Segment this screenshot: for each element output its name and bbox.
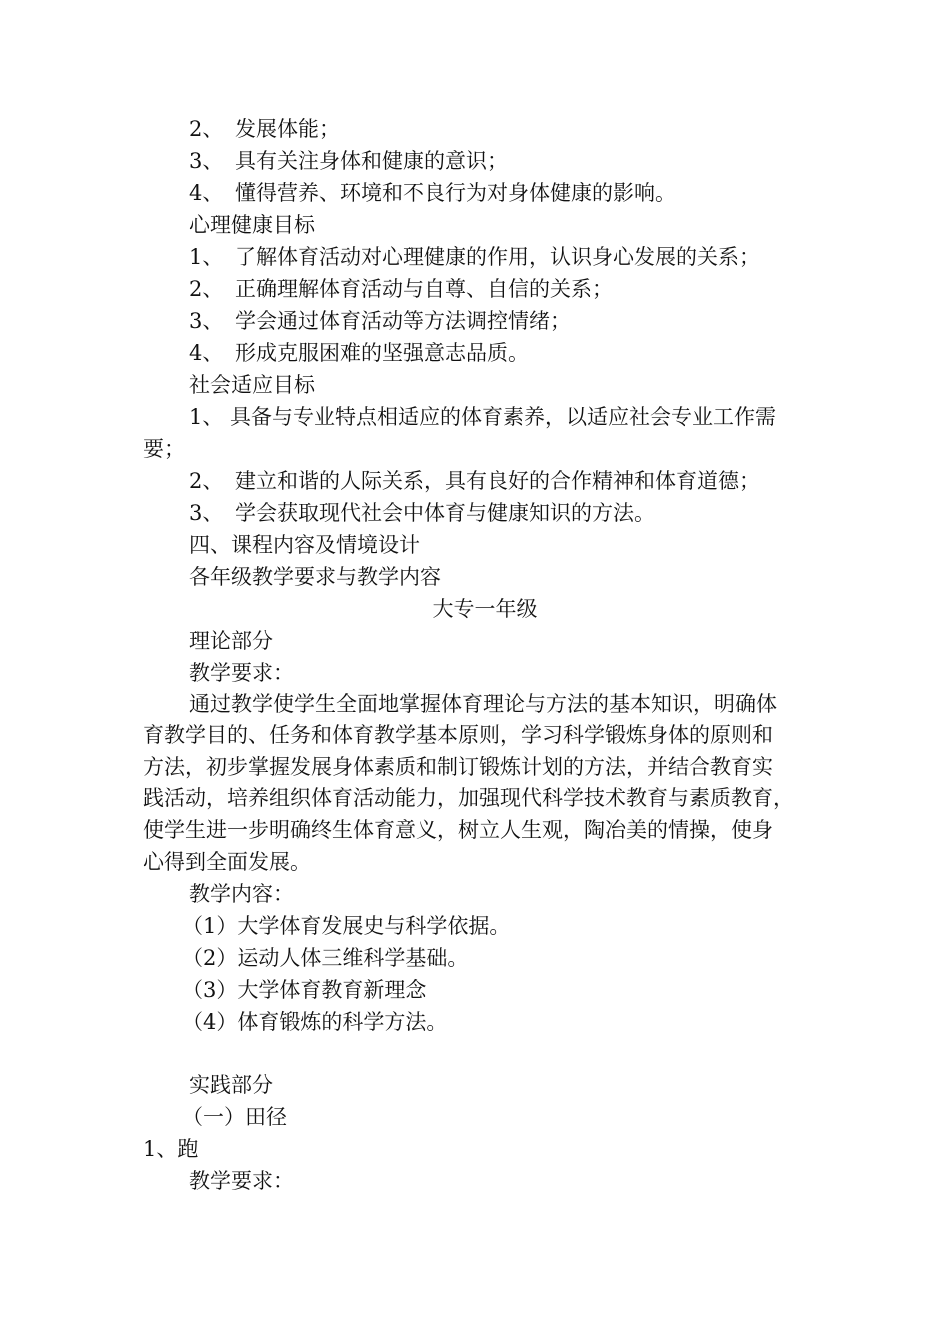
theory-paragraph-line-3: 方法，初步掌握发展身体素质和制订锻炼计划的方法，并结合教育实 [143, 755, 773, 779]
mental-item-4: 4、 形成克服困难的坚强意志品质。 [189, 341, 529, 365]
teaching-requirements-label-2: 教学要求： [189, 1169, 294, 1193]
theory-heading: 理论部分 [189, 629, 273, 653]
social-item-3: 3、 学会获取现代社会中体育与健康知识的方法。 [189, 501, 655, 525]
content-item-2: （2）运动人体三维科学基础。 [182, 946, 469, 970]
physical-item-4: 4、 懂得营养、环境和不良行为对身体健康的影响。 [189, 181, 676, 205]
theory-paragraph-line-1: 通过教学使学生全面地掌握体育理论与方法的基本知识，明确体 [189, 692, 777, 716]
mental-item-3: 3、 学会通过体育活动等方法调控情绪； [189, 309, 571, 333]
content-item-1: （1）大学体育发展史与科学依据。 [182, 914, 511, 938]
teaching-requirements-label: 教学要求： [189, 661, 294, 685]
track-and-field-heading: （一）田径 [182, 1105, 287, 1129]
practice-heading: 实践部分 [189, 1073, 273, 1097]
running-heading: 1、跑 [143, 1137, 199, 1161]
theory-paragraph-line-5: 使学生进一步明确终生体育意义，树立人生观，陶冶美的情操，使身 [143, 818, 773, 842]
section-4-heading: 四、课程内容及情境设计 [189, 533, 420, 557]
content-item-3: （3）大学体育教育新理念 [182, 978, 427, 1002]
theory-paragraph-line-6: 心得到全面发展。 [143, 850, 311, 874]
mental-health-heading: 心理健康目标 [189, 213, 315, 237]
grade-title: 大专一年级 [432, 597, 538, 621]
content-item-4: （4）体育锻炼的科学方法。 [182, 1010, 448, 1034]
mental-item-2: 2、 正确理解体育活动与自尊、自信的关系； [189, 277, 613, 301]
physical-item-3: 3、 具有关注身体和健康的意识； [189, 149, 508, 173]
teaching-content-label: 教学内容： [189, 882, 294, 906]
social-item-2: 2、 建立和谐的人际关系，具有良好的合作精神和体育道德； [189, 469, 760, 493]
social-adaptation-heading: 社会适应目标 [189, 373, 315, 397]
theory-paragraph-line-2: 育教学目的、任务和体育教学基本原则，学习科学锻炼身体的原则和 [143, 723, 773, 747]
physical-item-2: 2、 发展体能； [189, 117, 340, 141]
theory-paragraph-line-4: 践活动，培养组织体育活动能力，加强现代科学技术教育与素质教育， [143, 786, 794, 810]
social-item-1-line-2: 要； [143, 437, 185, 461]
grades-heading: 各年级教学要求与教学内容 [189, 565, 441, 589]
mental-item-1: 1、 了解体育活动对心理健康的作用，认识身心发展的关系； [189, 245, 760, 269]
social-item-1-line-1: 1、 具备与专业特点相适应的体育素养，以适应社会专业工作需 [189, 405, 777, 429]
